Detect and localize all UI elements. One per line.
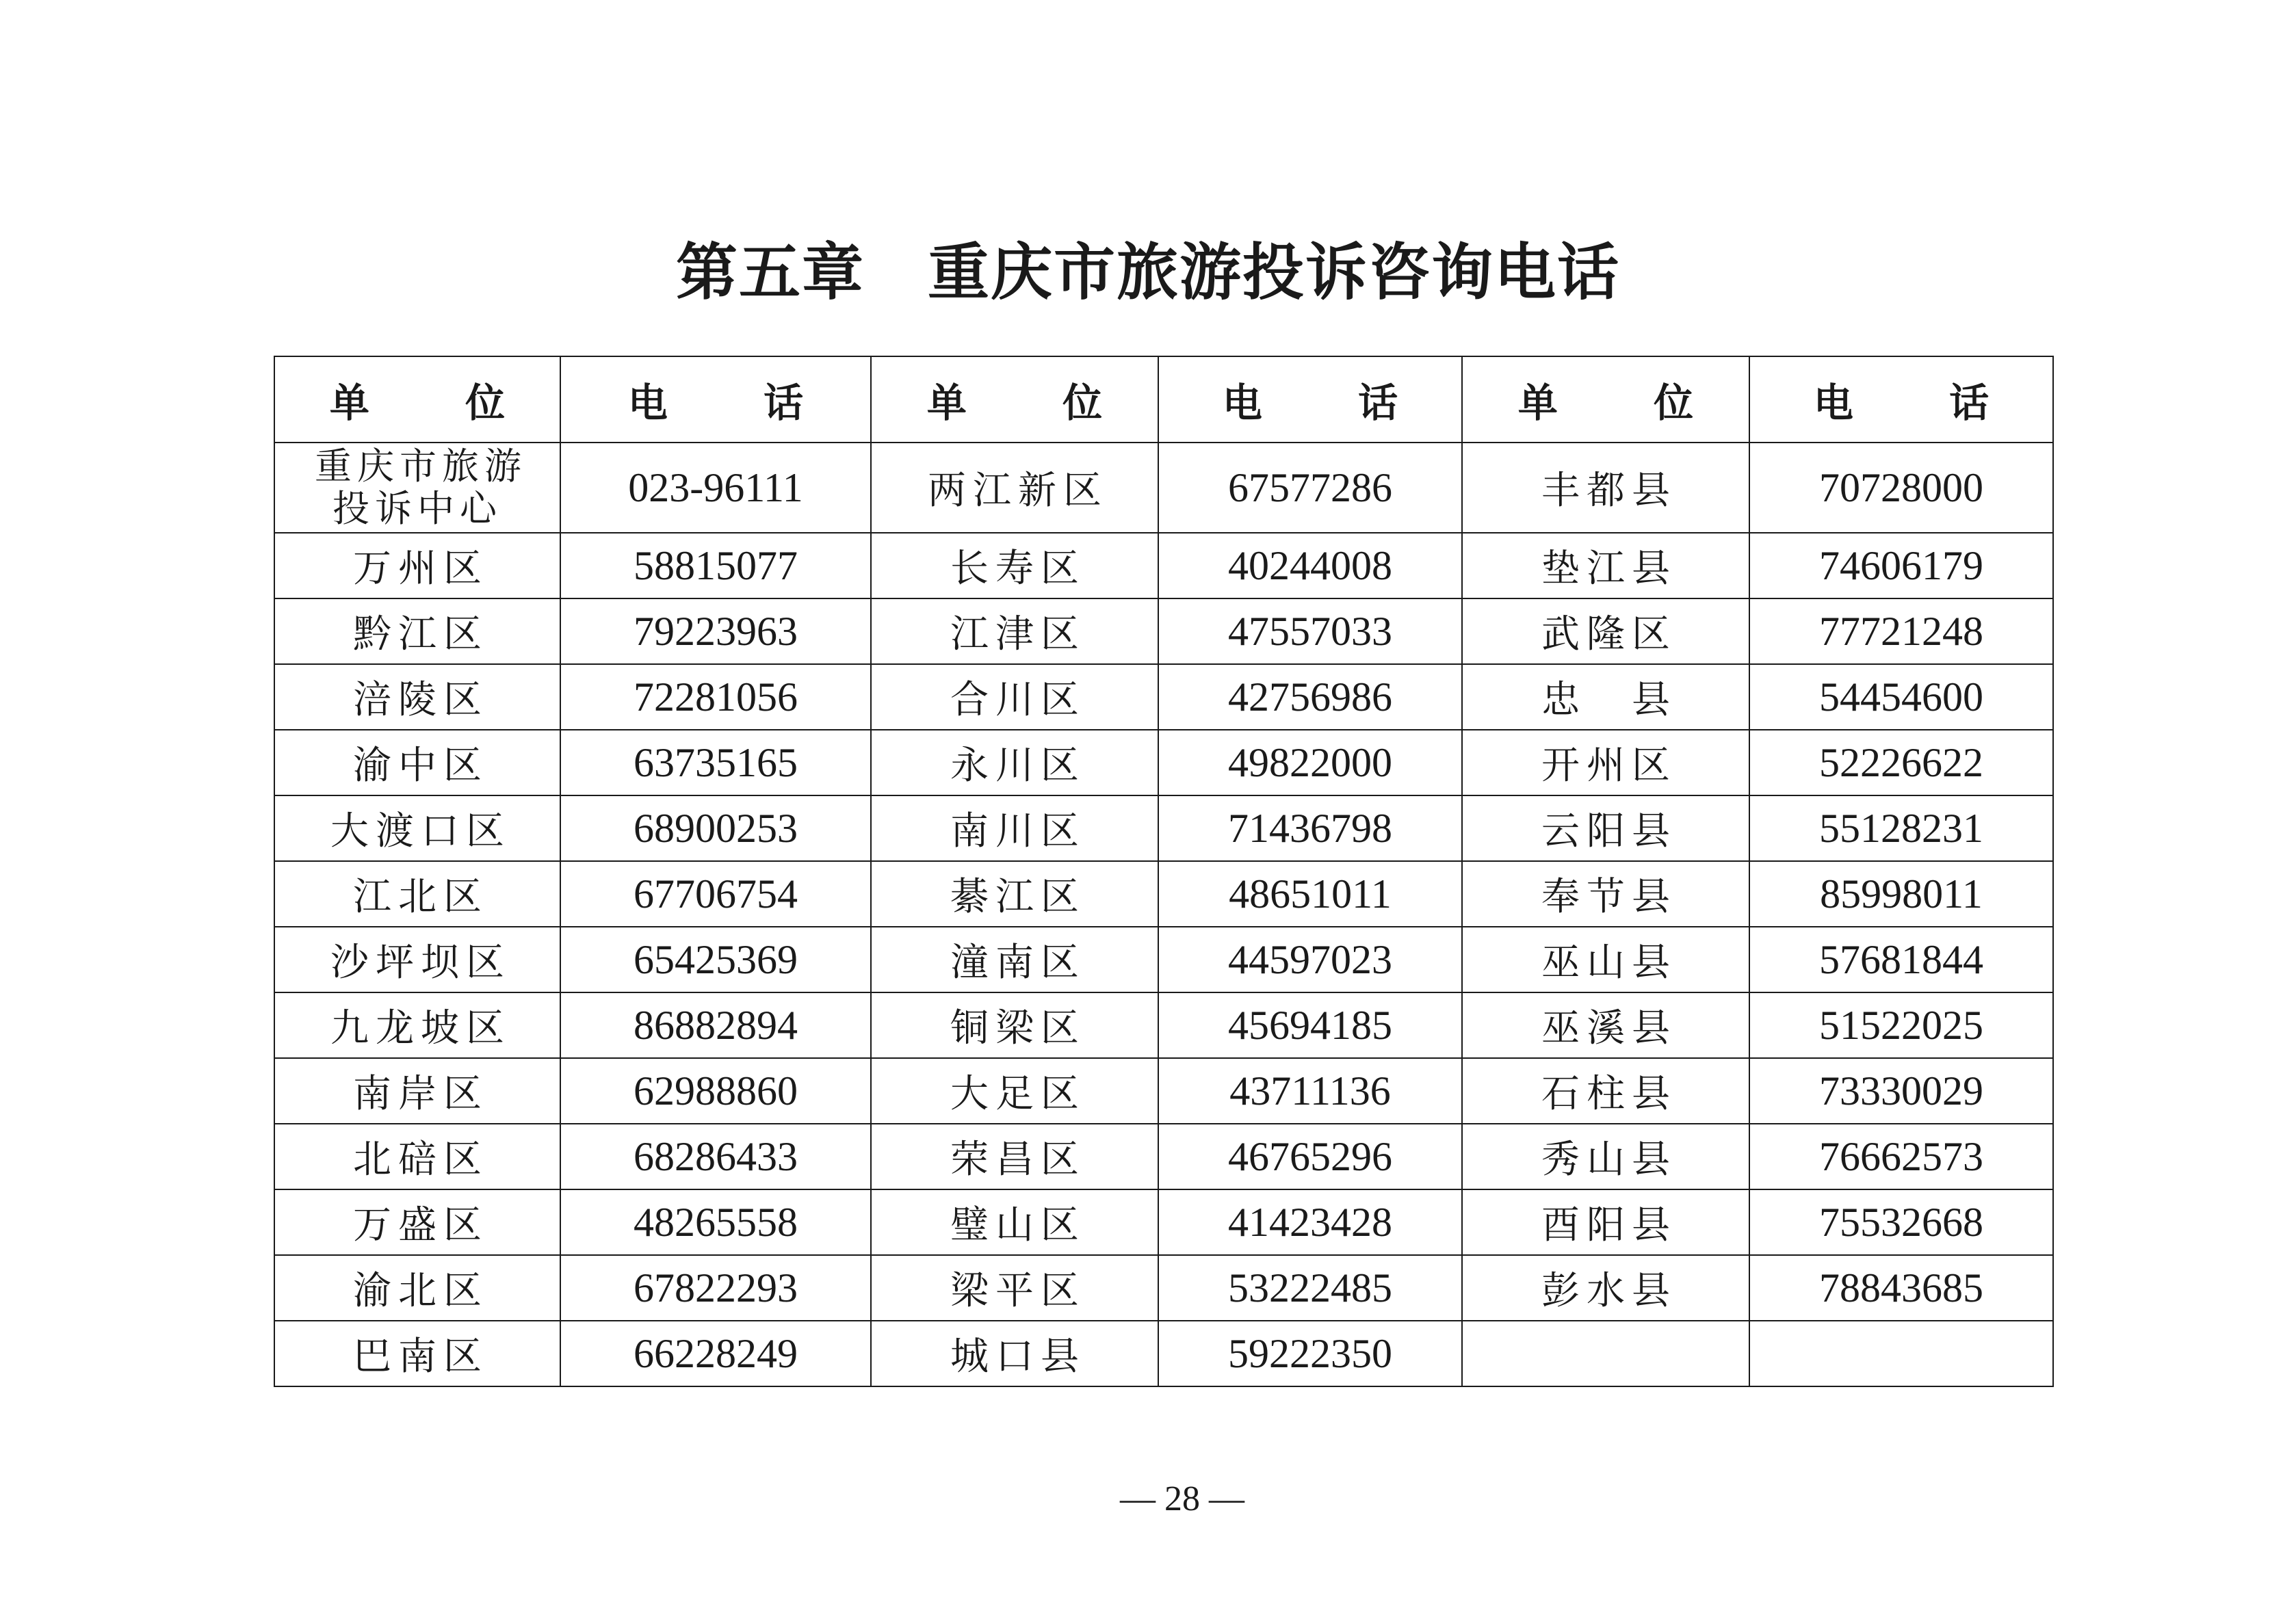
page-title: 第五章 重庆市旅游投诉咨询电话 bbox=[676, 236, 1620, 308]
header-unit: 单 位 bbox=[274, 356, 560, 443]
unit-cell: 秀山县 bbox=[1462, 1124, 1749, 1189]
unit-cell: 石柱县 bbox=[1462, 1058, 1749, 1124]
unit-cell: 云阳县 bbox=[1462, 795, 1749, 861]
table-row bbox=[274, 992, 2053, 1058]
table-row bbox=[274, 1255, 2053, 1321]
unit-cell: 南川区 bbox=[871, 795, 1158, 861]
unit-cell bbox=[1462, 1321, 1749, 1386]
unit-cell: 忠 县 bbox=[1462, 664, 1749, 730]
unit-cell: 万盛区 bbox=[274, 1189, 560, 1255]
table-row bbox=[274, 1124, 2053, 1189]
phone-cell: 67822293 bbox=[560, 1255, 871, 1321]
phone-cell: 68900253 bbox=[560, 795, 871, 861]
phone-cell: 71436798 bbox=[1158, 795, 1462, 861]
unit-cell: 江北区 bbox=[274, 861, 560, 927]
unit-cell: 彭水县 bbox=[1462, 1255, 1749, 1321]
phone-cell: 72281056 bbox=[560, 664, 871, 730]
phone-cell: 47557033 bbox=[1158, 598, 1462, 664]
phone-cell: 40244008 bbox=[1158, 533, 1462, 598]
unit-cell: 万州区 bbox=[274, 533, 560, 598]
phone-cell: 41423428 bbox=[1158, 1189, 1462, 1255]
unit-cell: 潼南区 bbox=[871, 927, 1158, 992]
unit-cell: 涪陵区 bbox=[274, 664, 560, 730]
unit-cell: 沙坪坝区 bbox=[274, 927, 560, 992]
unit-cell: 铜梁区 bbox=[871, 992, 1158, 1058]
unit-cell: 丰都县 bbox=[1462, 443, 1749, 533]
table-row bbox=[274, 664, 2053, 730]
phone-cell: 46765296 bbox=[1158, 1124, 1462, 1189]
table-row bbox=[274, 598, 2053, 664]
phone-cell: 74606179 bbox=[1749, 533, 2053, 598]
unit-cell: 北碚区 bbox=[274, 1124, 560, 1189]
phone-cell: 65425369 bbox=[560, 927, 871, 992]
header-unit: 单 位 bbox=[1462, 356, 1749, 443]
unit-cell: 黔江区 bbox=[274, 598, 560, 664]
unit-cell: 南岸区 bbox=[274, 1058, 560, 1124]
unit-cell: 江津区 bbox=[871, 598, 1158, 664]
page-number: — 28 — bbox=[1120, 1479, 1244, 1518]
phone-cell: 63735165 bbox=[560, 730, 871, 795]
table-row bbox=[274, 443, 2053, 533]
unit-cell: 两江新区 bbox=[871, 443, 1158, 533]
table-header-row bbox=[274, 356, 2053, 443]
table-row bbox=[274, 533, 2053, 598]
phone-cell: 62988860 bbox=[560, 1058, 871, 1124]
phone-cell: 45694185 bbox=[1158, 992, 1462, 1058]
phone-cell: 44597023 bbox=[1158, 927, 1462, 992]
unit-cell: 璧山区 bbox=[871, 1189, 1158, 1255]
phone-cell: 55128231 bbox=[1749, 795, 2053, 861]
phone-cell: 66228249 bbox=[560, 1321, 871, 1386]
unit-cell: 垫江县 bbox=[1462, 533, 1749, 598]
header-unit: 单 位 bbox=[871, 356, 1158, 443]
phone-cell: 70728000 bbox=[1749, 443, 2053, 533]
phone-cell: 86882894 bbox=[560, 992, 871, 1058]
phone-cell: 57681844 bbox=[1749, 927, 2053, 992]
unit-cell: 綦江区 bbox=[871, 861, 1158, 927]
phone-cell: 67706754 bbox=[560, 861, 871, 927]
unit-cell: 武隆区 bbox=[1462, 598, 1749, 664]
phone-cell: 85998011 bbox=[1749, 861, 2053, 927]
phone-cell: 49822000 bbox=[1158, 730, 1462, 795]
table-row bbox=[274, 1321, 2053, 1386]
table-row bbox=[274, 795, 2053, 861]
unit-cell: 渝中区 bbox=[274, 730, 560, 795]
unit-cell: 永川区 bbox=[871, 730, 1158, 795]
header-phone: 电 话 bbox=[1158, 356, 1462, 443]
phone-cell: 51522025 bbox=[1749, 992, 2053, 1058]
table-row bbox=[274, 1058, 2053, 1124]
header-phone: 电 话 bbox=[1749, 356, 2053, 443]
phone-cell: 76662573 bbox=[1749, 1124, 2053, 1189]
phone-cell: 78843685 bbox=[1749, 1255, 2053, 1321]
unit-cell: 大足区 bbox=[871, 1058, 1158, 1124]
phone-cell: 42756986 bbox=[1158, 664, 1462, 730]
phone-cell: 53222485 bbox=[1158, 1255, 1462, 1321]
tourism-complaint-phone-table bbox=[274, 356, 2054, 1387]
phone-cell bbox=[1749, 1321, 2053, 1386]
unit-cell: 城口县 bbox=[871, 1321, 1158, 1386]
table-row bbox=[274, 861, 2053, 927]
unit-cell: 开州区 bbox=[1462, 730, 1749, 795]
phone-cell: 67577286 bbox=[1158, 443, 1462, 533]
phone-cell: 59222350 bbox=[1158, 1321, 1462, 1386]
unit-cell: 梁平区 bbox=[871, 1255, 1158, 1321]
unit-cell: 合川区 bbox=[871, 664, 1158, 730]
phone-cell: 68286433 bbox=[560, 1124, 871, 1189]
unit-cell: 九龙坡区 bbox=[274, 992, 560, 1058]
phone-cell: 58815077 bbox=[560, 533, 871, 598]
phone-cell: 023-96111 bbox=[560, 443, 871, 533]
unit-cell: 酉阳县 bbox=[1462, 1189, 1749, 1255]
unit-cell: 荣昌区 bbox=[871, 1124, 1158, 1189]
table-row bbox=[274, 1189, 2053, 1255]
unit-cell: 奉节县 bbox=[1462, 861, 1749, 927]
unit-cell: 巴南区 bbox=[274, 1321, 560, 1386]
unit-cell: 大渡口区 bbox=[274, 795, 560, 861]
phone-cell: 75532668 bbox=[1749, 1189, 2053, 1255]
header-phone: 电 话 bbox=[560, 356, 871, 443]
phone-cell: 48651011 bbox=[1158, 861, 1462, 927]
phone-cell: 48265558 bbox=[560, 1189, 871, 1255]
phone-cell: 73330029 bbox=[1749, 1058, 2053, 1124]
phone-cell: 54454600 bbox=[1749, 664, 2053, 730]
phone-cell: 52226622 bbox=[1749, 730, 2053, 795]
unit-cell: 长寿区 bbox=[871, 533, 1158, 598]
unit-cell: 巫溪县 bbox=[1462, 992, 1749, 1058]
unit-cell: 重庆市旅游投诉中心 bbox=[274, 443, 560, 533]
phone-cell: 43711136 bbox=[1158, 1058, 1462, 1124]
phone-cell: 79223963 bbox=[560, 598, 871, 664]
table-row bbox=[274, 730, 2053, 795]
unit-cell: 巫山县 bbox=[1462, 927, 1749, 992]
unit-cell: 渝北区 bbox=[274, 1255, 560, 1321]
table-row bbox=[274, 927, 2053, 992]
phone-cell: 77721248 bbox=[1749, 598, 2053, 664]
